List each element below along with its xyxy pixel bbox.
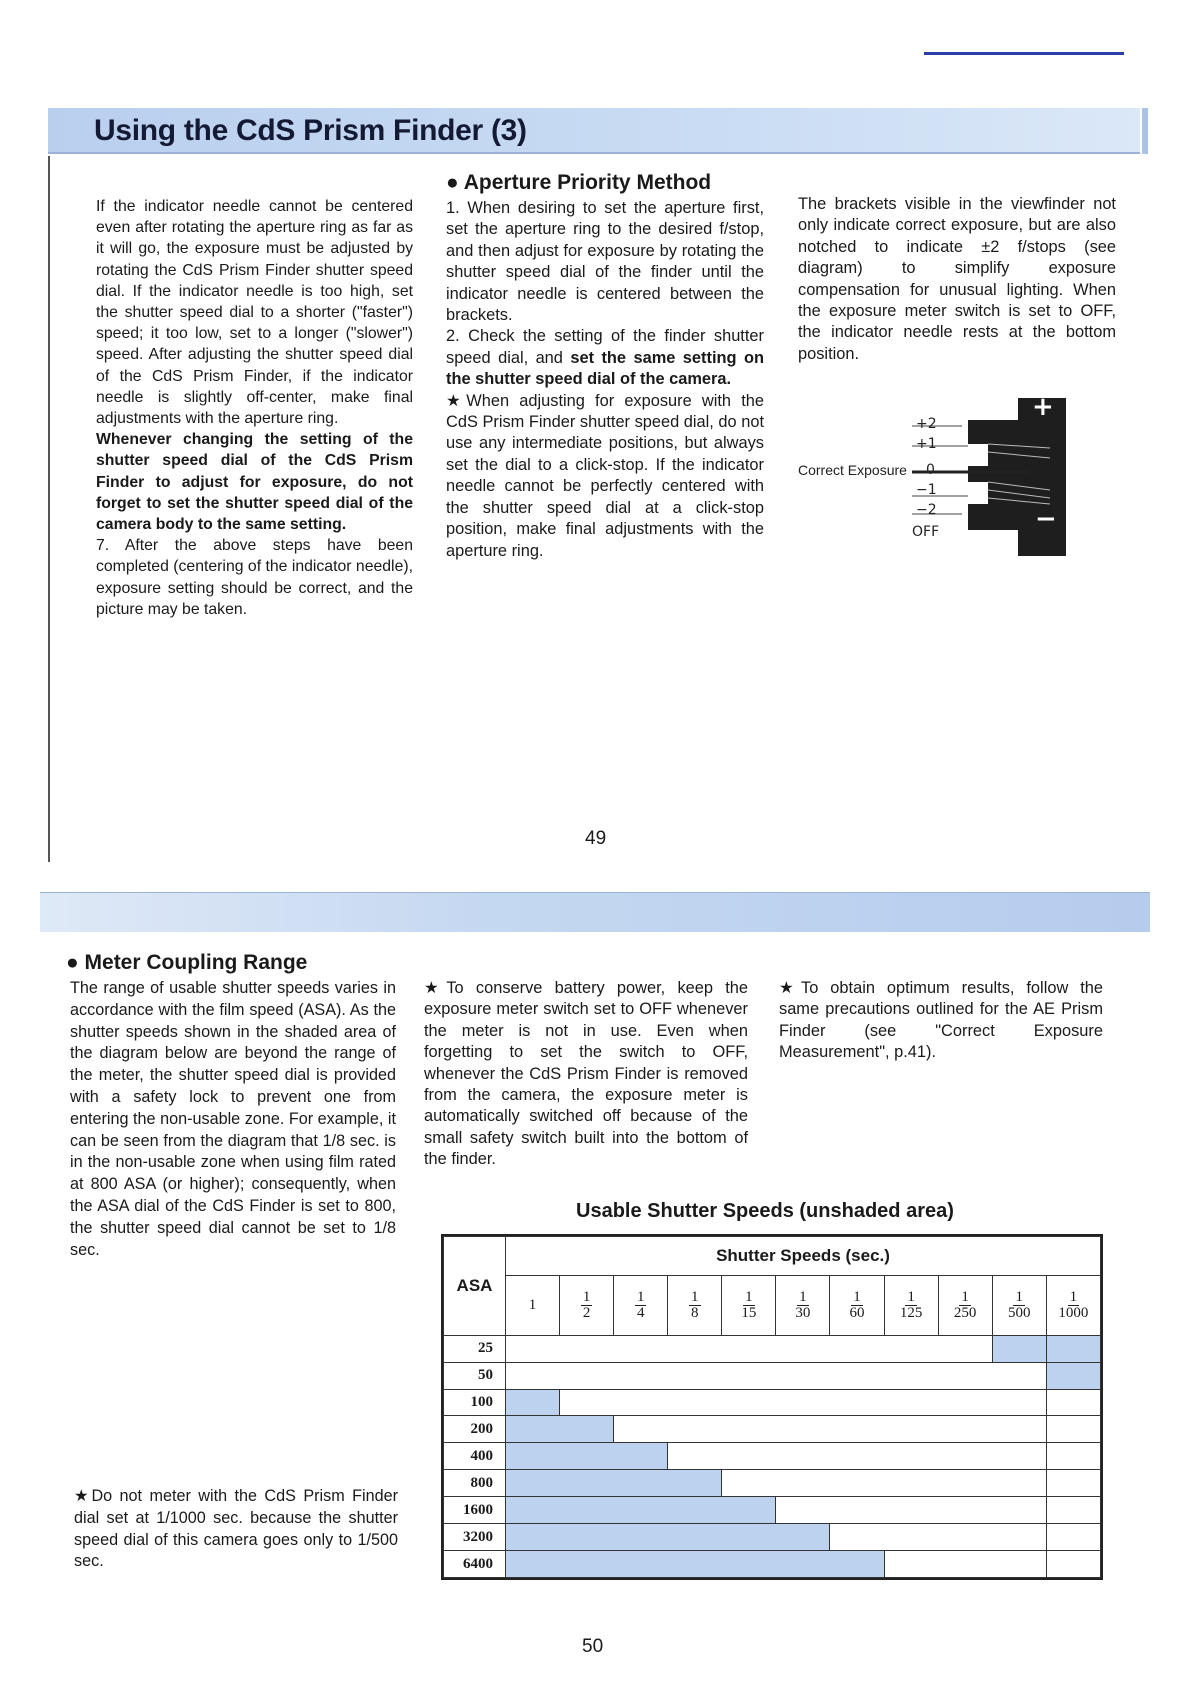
- speed-fraction: [900, 1290, 923, 1321]
- page-left-rule: [48, 156, 50, 862]
- asa-value-3200: 3200: [444, 1524, 506, 1551]
- speed-fraction: [795, 1290, 810, 1321]
- asa-column-header: ASA: [444, 1237, 506, 1336]
- speed-header-1: 1: [506, 1275, 560, 1335]
- step-7-paragraph: 7. After the above steps have been completed (centering of the indicator needle), exposure setting should be correct, and the picture may be taken.: [96, 537, 414, 618]
- speed-header-1-1000: [1046, 1275, 1100, 1335]
- table-title: Usable Shutter Speeds (unshaded area): [576, 1200, 954, 1222]
- asa-row-1600: [444, 1497, 1101, 1524]
- speed-numerator: 1: [853, 1289, 861, 1306]
- speed-numerator: 1: [745, 1289, 753, 1306]
- precautions-note: ★To obtain optimum results, follow the same precautions outlined for the AE Prism Finder (see "Correct Exposure Measurement", p.41).: [779, 979, 1103, 1062]
- speed-header-1-8: [668, 1275, 722, 1335]
- speed-numerator: 1: [961, 1289, 969, 1306]
- usable-zone-1000: [1046, 1416, 1100, 1443]
- warning-paragraph: Whenever changing the setting of the shutter speed dial of the CdS Prism Finder to adjust for exposure, do not forget to set the shutter speed dial of the camera body to the same setting.: [96, 431, 413, 534]
- speed-fraction: [635, 1290, 647, 1321]
- asa-row-25: [444, 1335, 1101, 1362]
- aperture-priority-heading: ● Aperture Priority Method: [446, 171, 712, 194]
- exposure-bracket-diagram: [792, 386, 1122, 558]
- usable-zone-1000: [1046, 1470, 1100, 1497]
- speed-numerator: 1: [1069, 1289, 1078, 1306]
- label-zero: 0: [926, 462, 935, 478]
- click-stop-note: ★When adjusting for exposure with the CdS Prism Finder shutter speed dial, do not use any intermediate positions, but always set the dial to a click-stop. If the indicator needle cannot be perfectly centered with the shutter speed dial at a click-stop position, make final adjustments with the aperture ring.: [446, 391, 764, 560]
- brackets-paragraph: The brackets visible in the viewfinder not only indicate correct exposure, but are also notched to indicate ±2 f/stops (see diagram) to simplify exposure compensation for unusual lighting. When the exposure meter switch is set to OFF, the indicator needle rests at the bottom position.: [798, 195, 1116, 363]
- speed-header-1-2: [560, 1275, 614, 1335]
- page49-column-3: [798, 194, 1116, 365]
- shaded-zone-slow: [506, 1416, 614, 1443]
- speed-header-1-4: [614, 1275, 668, 1335]
- page50-column-1: [66, 950, 396, 1261]
- speed-fraction: [581, 1290, 593, 1321]
- usable-zone: [884, 1551, 1046, 1578]
- speed-denominator: 500: [1007, 1305, 1031, 1322]
- speed-fraction: [1008, 1290, 1031, 1321]
- speed-numerator: 1: [636, 1289, 645, 1306]
- speed-denominator: 1000: [1058, 1305, 1089, 1322]
- asa-row-50: [444, 1362, 1101, 1389]
- usable-zone: [506, 1335, 993, 1362]
- speed-numerator: 1: [907, 1289, 915, 1306]
- battery-note: ★To conserve battery power, keep the exposure meter switch set to OFF whenever the meter is not in use. Even when forgetting to set the switch to OFF, whenever the CdS Prism Finder is removed from the camera, the exposure meter is automatically switched off because of the small safety switch built into the bottom of the finder.: [424, 979, 748, 1169]
- usable-zone: [722, 1470, 1046, 1497]
- top-decorative-rule: [924, 52, 1124, 55]
- speed-fraction: [1058, 1290, 1088, 1321]
- asa-value-400: 400: [444, 1443, 506, 1470]
- speed-denominator: 15: [741, 1305, 757, 1322]
- shaded-zone-fast: [992, 1335, 1046, 1362]
- speed-numerator: 1: [1015, 1289, 1023, 1306]
- step-2-text: 2. Check the setting of the finder shutter speed dial, and: [446, 327, 764, 367]
- asa-rows: [444, 1335, 1101, 1577]
- shaded-zone-fast: [1046, 1335, 1100, 1362]
- shaded-zone-slow: [506, 1443, 668, 1470]
- speed-denominator: 30: [795, 1305, 811, 1322]
- shutter-speed-table: [441, 1234, 1103, 1580]
- usable-zone: [776, 1497, 1046, 1524]
- asa-row-400: [444, 1443, 1101, 1470]
- asa-row-6400: [444, 1551, 1101, 1578]
- coupling-range-paragraph: The range of usable shutter speeds varies in accordance with the film speed (ASA). As the shutter speeds shown in the shaded area of the diagram below are beyond the range of the meter, the shutter speed dial is provided with a safety lock to prevent one from entering the non-usable zone. For example, it can be seen from the diagram that 1/8 sec. is in the non-usable zone when using film rated at 800 ASA (or higher); consequently, when the ASA dial of the CdS Finder is set to 800, the shutter speed dial cannot be set to 1/8 sec.: [70, 979, 396, 1259]
- asa-row-200: [444, 1416, 1101, 1443]
- usable-zone: [830, 1524, 1046, 1551]
- label-correct-exposure: Correct Exposure: [798, 462, 907, 478]
- step-2-paragraph: [446, 326, 764, 390]
- speed-denominator: 8: [691, 1305, 699, 1322]
- speed-header-1-500: [992, 1275, 1046, 1335]
- step-2-bold-text: set the same setting on the shutter speed dial of the camera.: [446, 348, 764, 389]
- asa-value-25: 25: [444, 1335, 506, 1362]
- speed-denominator: 125: [899, 1305, 923, 1322]
- speed-denominator: 4: [636, 1305, 645, 1322]
- shaded-zone-slow: [506, 1389, 560, 1416]
- asa-row-100: [444, 1389, 1101, 1416]
- usable-zone-1000: [1046, 1443, 1100, 1470]
- speed-fraction: [850, 1290, 865, 1321]
- speed-fraction: [954, 1290, 977, 1321]
- shaded-zone-slow: [506, 1470, 722, 1497]
- page-number-49: 49: [585, 828, 607, 849]
- dial-1000-note: ★Do not meter with the CdS Prism Finder dial set at 1/1000 sec. because the shutter speed dial of this camera goes only to 1/500 sec.: [74, 1487, 398, 1571]
- label-plus-1: +1: [916, 436, 937, 452]
- asa-value-6400: 6400: [444, 1551, 506, 1578]
- usable-zone-1000: [1046, 1389, 1100, 1416]
- speed-header-1-125: [884, 1275, 938, 1335]
- speed-numerator: 1: [691, 1289, 699, 1306]
- asa-value-100: 100: [444, 1389, 506, 1416]
- asa-row-800: [444, 1470, 1101, 1497]
- asa-value-800: 800: [444, 1470, 506, 1497]
- speed-header-1-30: [776, 1275, 830, 1335]
- asa-value-50: 50: [444, 1362, 506, 1389]
- speed-header-1-60: [830, 1275, 884, 1335]
- speed-denominator: 250: [953, 1305, 977, 1322]
- speed-fraction: [689, 1290, 701, 1321]
- speed-header-1-250: [938, 1275, 992, 1335]
- usable-zone-1000: [1046, 1551, 1100, 1578]
- label-minus-1: −1: [916, 482, 937, 498]
- shaded-zone-slow: [506, 1551, 885, 1578]
- speed-fraction: [741, 1290, 756, 1321]
- asa-value-1600: 1600: [444, 1497, 506, 1524]
- page50-header-band: [40, 892, 1150, 932]
- page50-column-3: [779, 978, 1103, 1064]
- page49-column-1: [96, 196, 413, 620]
- asa-row-3200: [444, 1524, 1101, 1551]
- page-title: Using the CdS Prism Finder (3): [94, 114, 527, 147]
- speed-denominator: 60: [849, 1305, 865, 1322]
- speed-header-row: [444, 1275, 1101, 1335]
- usable-zone-1000: [1046, 1524, 1100, 1551]
- shaded-zone-slow: [506, 1524, 830, 1551]
- meter-coupling-heading: ● Meter Coupling Range: [66, 951, 308, 974]
- asa-value-200: 200: [444, 1416, 506, 1443]
- page50-column-2: [424, 978, 748, 1171]
- usable-zone-1000: [1046, 1497, 1100, 1524]
- title-band-end-cap: [1140, 108, 1148, 154]
- speed-denominator: 2: [582, 1305, 591, 1322]
- label-plus-2: +2: [916, 416, 937, 432]
- speed-numerator: 1: [799, 1289, 807, 1306]
- usable-zone: [614, 1416, 1047, 1443]
- step-1-paragraph: 1. When desiring to set the aperture first, set the aperture ring to the desired f/stop, and then adjust for exposure by rotating the shutter speed dial of the finder until the indicator needle is centered between the brackets.: [446, 199, 764, 325]
- usable-zone: [560, 1389, 1047, 1416]
- title-band: [48, 108, 1148, 154]
- diagram-minus-sign: −: [1035, 504, 1057, 534]
- label-minus-2: −2: [916, 502, 937, 518]
- diagram-plus-sign: +: [1032, 392, 1054, 422]
- shaded-zone-slow: [506, 1497, 776, 1524]
- usable-zone: [668, 1443, 1047, 1470]
- speed-numerator: 1: [582, 1289, 591, 1306]
- shutter-speed-grid: [443, 1236, 1101, 1578]
- shaded-zone-fast: [1046, 1362, 1100, 1389]
- page-number-50: 50: [582, 1636, 604, 1657]
- speed-header-1-15: [722, 1275, 776, 1335]
- page50-column-1-note: [74, 1486, 398, 1573]
- needle-adjust-paragraph: If the indicator needle cannot be centered even after rotating the aperture ring as far as it will go, the exposure must be adjusted by rotating the CdS Prism Finder shutter speed dial. If the indicator needle is too high, set the shutter speed dial to a shorter ("faster") speed; it too low, set to a longer ("slower") speed. After adjusting the shutter speed dial of the CdS Prism Finder, if the indicator needle is slightly off-center, make final adjustments with the aperture ring.: [96, 198, 413, 428]
- usable-zone: [506, 1362, 1047, 1389]
- label-off: OFF: [912, 524, 940, 540]
- page49-column-2: [446, 170, 764, 562]
- shutter-speeds-header: Shutter Speeds (sec.): [506, 1237, 1101, 1276]
